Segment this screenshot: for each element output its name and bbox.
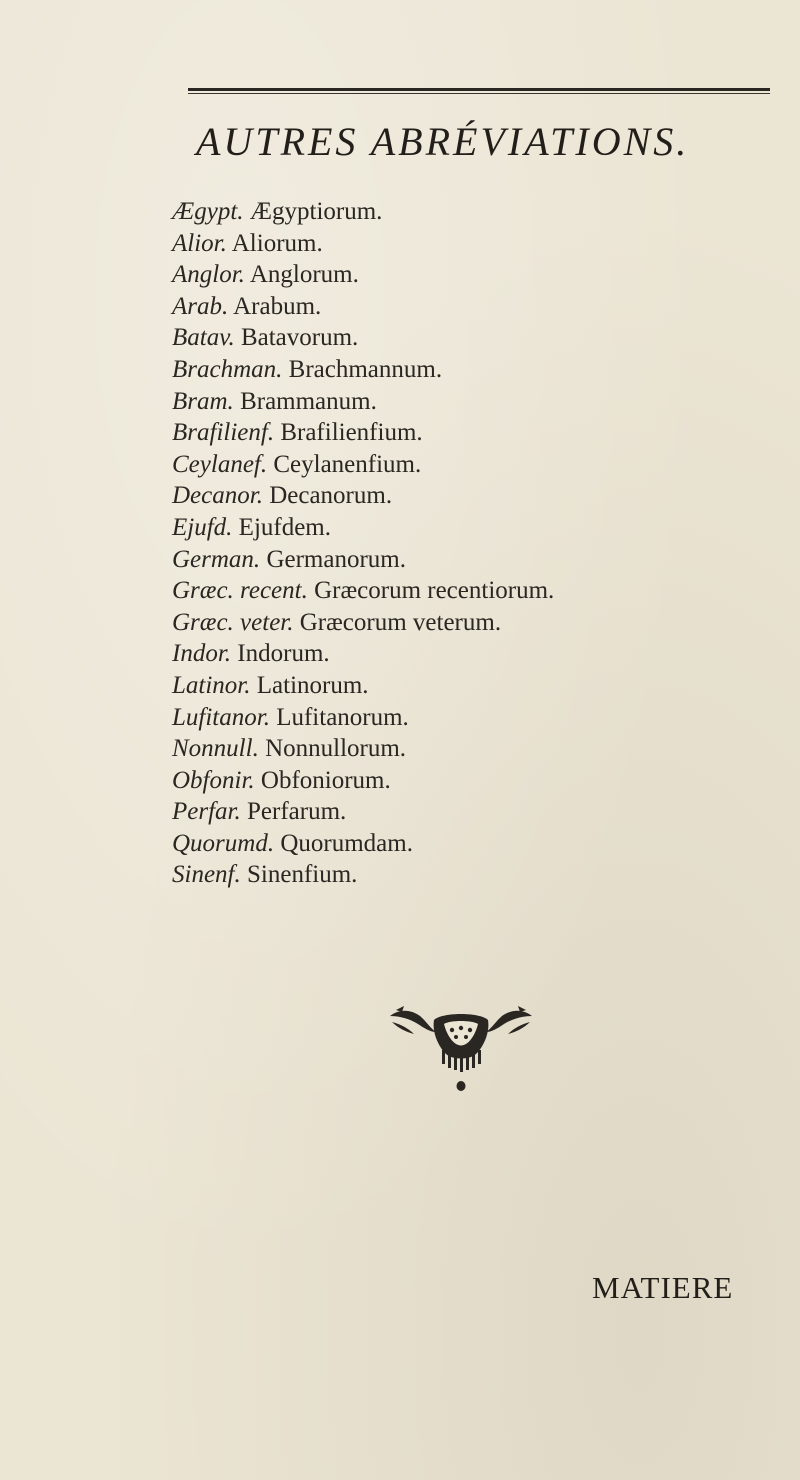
abbreviation: German. <box>172 545 261 573</box>
abbreviation-entry <box>172 638 672 670</box>
abbreviation: Græc. recent. <box>172 577 308 605</box>
abbreviation: Brachman. <box>172 355 283 383</box>
abbreviation-entry <box>172 796 672 828</box>
abbreviation-entry <box>172 354 672 386</box>
abbreviation-entry <box>172 575 672 607</box>
abbreviation-entry <box>172 480 672 512</box>
abbreviation-expansion: Latinorum. <box>256 671 369 699</box>
abbreviation: Arab. <box>172 292 229 320</box>
abbreviation-expansion: Obfoniorum. <box>260 766 391 794</box>
abbreviation-expansion: Anglorum. <box>249 261 359 289</box>
abbreviation: Brafilienf. <box>172 419 275 447</box>
abbreviation: Bram. <box>172 387 234 415</box>
abbreviation-expansion: Quorumdam. <box>280 829 413 857</box>
abbreviation-expansion: Germanorum. <box>266 545 406 573</box>
abbreviation-expansion: Arabum. <box>233 292 322 320</box>
catchword: MATIERE <box>592 1270 734 1305</box>
header-rule <box>188 88 770 91</box>
header-rule-thin <box>188 93 770 94</box>
abbreviation-expansion: Batavorum. <box>240 324 359 352</box>
abbreviation-expansion: Aliorum. <box>231 229 323 257</box>
abbreviation: Sinenf. <box>172 861 241 889</box>
abbreviation-expansion: Lufitanorum. <box>276 703 409 731</box>
abbreviation-expansion: Brammanum. <box>240 387 377 415</box>
abbreviation-entry <box>172 670 672 702</box>
abbreviation-expansion: Brachmannum. <box>288 355 443 383</box>
abbreviation-expansion: Græcorum recentiorum. <box>314 577 555 605</box>
abbreviation-entry <box>172 196 672 228</box>
abbreviation: Græc. veter. <box>172 608 294 636</box>
abbreviation-entry <box>172 828 672 860</box>
abbreviation: Nonnull. <box>172 735 259 763</box>
abbreviation-entry <box>172 417 672 449</box>
abbreviation: Quorumd. <box>172 829 275 857</box>
abbreviation: Obfonir. <box>172 766 255 794</box>
abbreviation-expansion: Ægyptiorum. <box>249 198 383 225</box>
abbreviation-entry <box>172 291 672 323</box>
abbreviation-expansion: Indorum. <box>237 640 330 668</box>
abbreviation-entry <box>172 386 672 418</box>
abbreviation: Perfar. <box>172 798 241 826</box>
abbreviation: Lufitanor. <box>172 703 270 731</box>
abbreviation-expansion: Ejufdem. <box>238 513 332 541</box>
abbreviation-entry <box>172 512 672 544</box>
abbreviation: Alior. <box>172 229 227 257</box>
abbreviation-entry <box>172 702 672 734</box>
abbreviation-entry <box>172 228 672 260</box>
abbreviation-expansion: Perfarum. <box>247 798 347 826</box>
abbreviation-entry <box>172 544 672 576</box>
abbreviation: Decanor. <box>172 482 263 510</box>
abbreviation-expansion: Decanorum. <box>269 482 393 510</box>
abbreviation-expansion: Sinenfium. <box>247 861 358 889</box>
abbreviation-expansion: Græcorum veterum. <box>299 608 502 636</box>
abbreviation: Indor. <box>172 640 232 668</box>
abbreviation: Ægypt. <box>172 198 244 225</box>
abbreviation-entry <box>172 322 672 354</box>
abbreviation-entry <box>172 449 672 481</box>
page-heading: AUTRES ABRÉVIATIONS. <box>196 119 690 164</box>
abbreviation: Ejufd. <box>172 513 233 541</box>
abbreviation: Batav. <box>172 324 235 352</box>
printers-ornament-icon <box>386 1002 536 1094</box>
abbreviation-list <box>172 196 672 891</box>
abbreviation-entry <box>172 733 672 765</box>
abbreviation: Latinor. <box>172 671 251 699</box>
abbreviation-entry <box>172 607 672 639</box>
abbreviation-entry <box>172 259 672 291</box>
abbreviation-expansion: Nonnullorum. <box>265 735 407 763</box>
abbreviation-entry <box>172 859 672 891</box>
abbreviation-expansion: Brafilienfium. <box>280 419 423 447</box>
abbreviation-entry <box>172 765 672 797</box>
abbreviation: Ceylanef. <box>172 450 268 478</box>
abbreviation-expansion: Ceylanenfium. <box>273 450 422 478</box>
abbreviation: Anglor. <box>172 261 245 289</box>
